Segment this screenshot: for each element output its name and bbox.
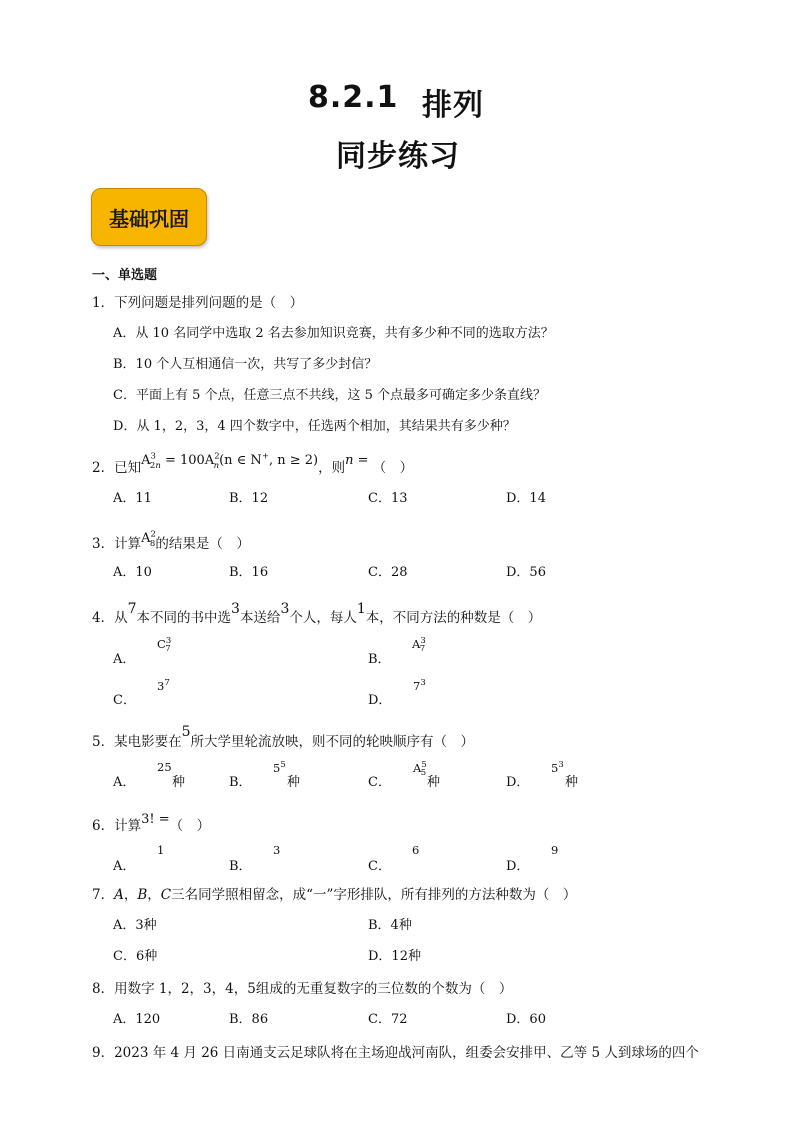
q5-option-d-base: 5 (551, 760, 559, 775)
q5-option-c-unit: 种 (427, 775, 441, 790)
q1-option-d: D．从 1，2，3，4 四个数字中，任选两个相加，其结果共有多少种？ (113, 419, 516, 434)
q5-option-a-label: A． (113, 775, 136, 790)
q5-option-a-unit: 种 (172, 775, 186, 790)
q2-equation: $A^3_{2n} = 100A^2_n(n$ ∈ N+, n ≥ 2) (141, 451, 319, 471)
q6-option-b-value: 3 (273, 843, 281, 857)
q5-option-d-math (551, 760, 564, 775)
q6-option-c: C． (368, 859, 391, 874)
q3-option-d: D．56 (506, 565, 546, 580)
q4-option-c (113, 689, 136, 708)
q4-option-c-math (157, 678, 170, 693)
q2-var-n: n (345, 453, 354, 468)
q5-text-2: 所大学里轮流放映，则不同的轮映顺序有（ ） (190, 734, 475, 750)
q2-stem (92, 451, 414, 479)
q7-var-b: B (137, 887, 148, 903)
q6-option-d: D． (506, 859, 530, 874)
q2-option-c: C．13 (368, 491, 408, 506)
section-badge-label: 基础巩固 (109, 207, 189, 231)
q5-option-c-label: C． (368, 775, 391, 790)
q9-stem: 9．2023 年 4 月 26 日南通支云足球队将在主场迎战河南队，组委会安排甲、乙等 5 人到球场的四个 (92, 1045, 699, 1061)
q4-text-2: 本不同的书中选 (136, 610, 232, 626)
q4-text-1: 4．从 (92, 610, 128, 626)
page-title-topic: 排列 (422, 88, 484, 123)
q6-option-a-value: 1 (157, 843, 165, 857)
q4-num-1: 1 (356, 601, 366, 617)
q1-option-a: A．从 10 名同学中选取 2 名去参加知识竞赛，共有多少种不同的选取方法？ (113, 326, 554, 341)
q4-option-d-base: 7 (413, 678, 421, 693)
q2-mid: ，则 (318, 460, 346, 476)
q4-option-a-math: $C^3_7$ (157, 636, 172, 655)
q5-option-a-math (157, 760, 172, 774)
q5-option-b-label: B． (229, 775, 252, 790)
q6-option-a: A． (113, 859, 136, 874)
q4-option-a-sym: C (157, 636, 166, 651)
q2-equation-rhs: = 100A (164, 453, 215, 468)
q6-stem (92, 814, 210, 834)
q5-option-b-math (273, 760, 286, 775)
q4-num-7: 7 (127, 601, 137, 617)
q5-option-c-sym: A (413, 760, 422, 775)
q5-option-a (113, 771, 135, 790)
q4-option-a-label: A． (113, 652, 136, 667)
q7-text: 三名同学照相留念，成“一”字形排队，所有排列的方法种数为（ ） (171, 887, 577, 903)
q7-option-c: C．6种 (113, 949, 158, 964)
q8-option-d: D．60 (506, 1012, 546, 1027)
q2-eq-sign: = (353, 453, 373, 468)
q1-stem: 1．下列问题是排列问题的是（ ） (92, 295, 304, 311)
page-title-number: 8.2.1 (308, 80, 399, 115)
q5-option-b-exp: 5 (280, 760, 286, 770)
q5-option-d-unit: 种 (565, 775, 579, 790)
q6-option-d-value: 9 (551, 843, 559, 857)
q2-option-a: A．11 (113, 491, 152, 506)
q7-stem: 7．A，B，C三名同学照相留念，成“一”字形排队，所有排列的方法种数为（ ） (92, 887, 577, 903)
q5-option-d-exp: 3 (558, 760, 564, 770)
q6-option-c-value: 6 (412, 843, 420, 857)
q3-option-a: A．10 (113, 565, 152, 580)
q4-text-4: 个人，每人 (289, 610, 357, 626)
q4-text-5: 本，不同方法的种数是（ ） (365, 610, 542, 626)
q6-expr: 3! = (141, 812, 170, 827)
q5-option-c (368, 771, 391, 790)
q7-number: 7． (92, 887, 115, 903)
q5-option-b-unit: 种 (287, 775, 301, 790)
q5-option-a-value: 25 (157, 760, 172, 774)
q1-option-b: B．10 个人互相通信一次，共写了多少封信？ (113, 357, 378, 372)
q3-option-c: C．28 (368, 565, 408, 580)
q7-option-a: A．3种 (113, 918, 157, 933)
q7-option-d: D．12种 (368, 949, 421, 964)
q4-option-d-math (413, 678, 426, 693)
q8-option-a: A．120 (113, 1012, 161, 1027)
q2-equation-cond: (n ∈ N (219, 453, 262, 468)
q2-suffix: （ ） (372, 460, 414, 476)
q4-stem (92, 601, 542, 626)
q2-option-d: D．14 (506, 491, 546, 506)
q6-option-b: B． (229, 859, 252, 874)
q8-option-c: C．72 (368, 1012, 408, 1027)
q4-option-b-sym: A (412, 636, 421, 651)
q5-option-c-math: $A^5_5$ (413, 760, 427, 779)
q4-option-c-label: C． (113, 693, 136, 708)
q5-option-b-base: 5 (273, 760, 281, 775)
q2-option-b: B．12 (229, 491, 269, 506)
q1-option-c: C．平面上有 5 个点，任意三点不共线，这 5 个点最多可确定多少条直线？ (113, 388, 547, 403)
q2-prefix: 2．已知 (92, 460, 142, 476)
page-subtitle: 同步练习 (336, 139, 460, 174)
section-heading: 一、单选题 (92, 268, 158, 283)
q5-option-d (506, 771, 529, 790)
q4-option-c-exp: 7 (164, 678, 170, 688)
q5-stem (92, 724, 475, 750)
q5-option-d-label: D． (506, 775, 530, 790)
q5-num-5: 5 (181, 724, 191, 740)
q4-option-b-label: B． (368, 652, 391, 667)
q4-option-a (113, 648, 135, 667)
q4-option-d-exp: 3 (420, 678, 426, 688)
q4-option-c-base: 3 (157, 678, 165, 693)
q6-prefix: 6．计算 (92, 818, 142, 834)
q3-suffix: 的结果是（ ） (155, 536, 250, 552)
q3-prefix: 3．计算 (92, 536, 142, 552)
q4-num-3b: 3 (280, 601, 290, 617)
q6-suffix: （ ） (169, 818, 211, 834)
q4-option-b-math: $A^3_7$ (412, 636, 426, 655)
q2-equation-cond-rest: , n ≥ 2) (268, 453, 319, 468)
q7-var-a: A (114, 887, 124, 903)
q7-var-c: C (160, 887, 172, 903)
q8-option-b: B．86 (229, 1012, 269, 1027)
q5-option-b (229, 771, 252, 790)
section-badge (91, 188, 207, 246)
q7-option-b: B．4种 (368, 918, 412, 933)
q5-text-1: 5．某电影要在 (92, 734, 182, 750)
q4-option-d (368, 689, 391, 708)
q4-text-3: 本送给 (239, 610, 281, 626)
q8-stem: 8．用数字 1，2，3，4，5组成的无重复数字的三位数的个数为（ ） (92, 981, 513, 997)
q3-expr: $A^2_8$ (141, 529, 156, 549)
q4-num-3a: 3 (231, 601, 240, 617)
q3-option-b: B．16 (229, 565, 269, 580)
q3-stem (92, 529, 250, 555)
q4-option-d-label: D． (368, 693, 392, 708)
q4-option-b (368, 648, 391, 667)
